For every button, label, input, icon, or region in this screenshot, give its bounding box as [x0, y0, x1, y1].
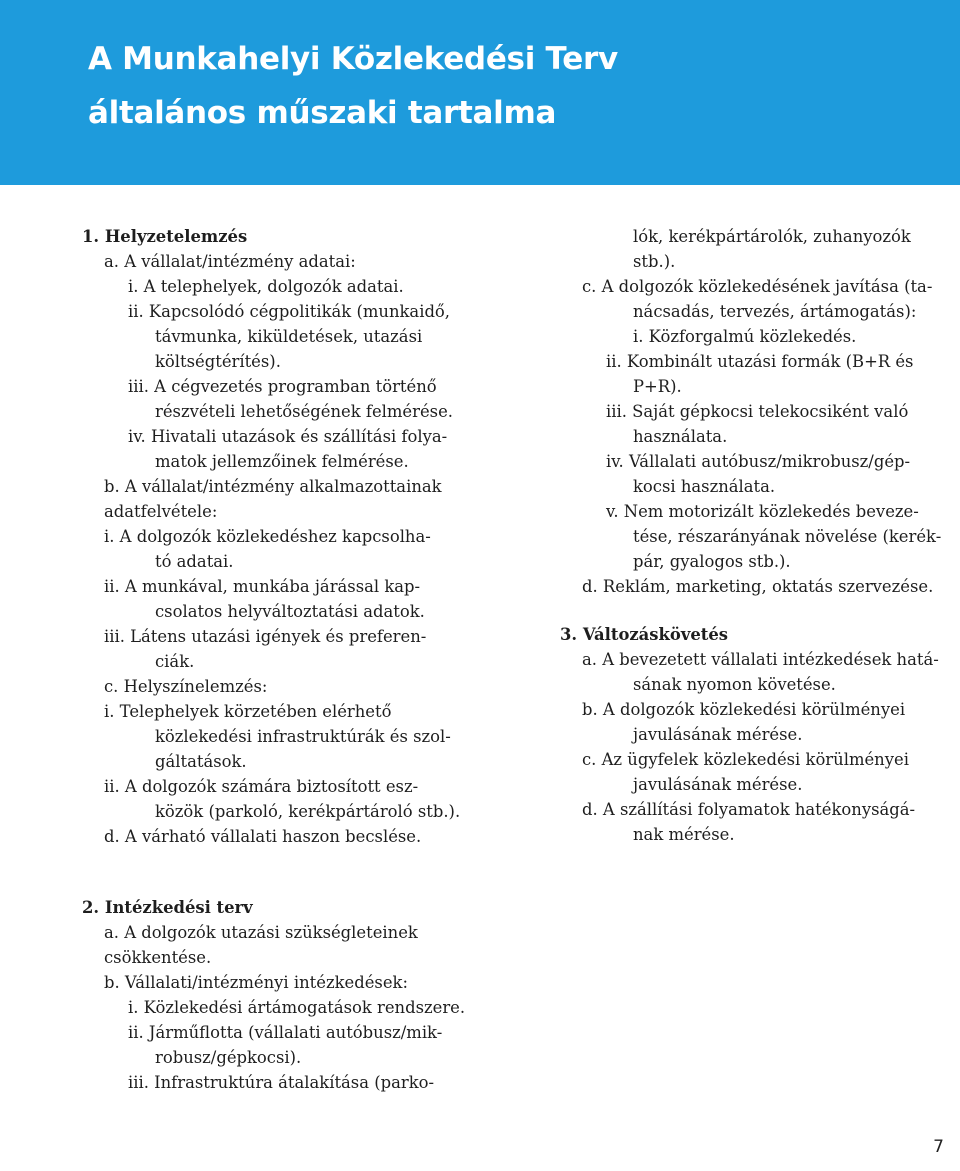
list-item: P+R).: [633, 377, 682, 396]
list-item: csolatos helyváltoztatási adatok.: [155, 602, 425, 621]
list-item: tése, részarányának növelése (kerék-: [633, 527, 942, 546]
list-item: ii. A dolgozók számára biztosított esz-: [104, 777, 419, 796]
list-item: i. Közlekedési ártámogatások rendszere.: [128, 998, 466, 1017]
list-item: kocsi használata.: [633, 477, 776, 496]
page-title: [88, 32, 618, 140]
list-item: távmunka, kiküldetések, utazási: [155, 327, 423, 346]
list-item: iii. A cégvezetés programban történő: [128, 377, 437, 396]
section-heading: 3. Változáskövetés: [560, 625, 729, 644]
list-item: a. A dolgozók utazási szükségleteinek: [104, 923, 418, 942]
page-number: 7: [933, 1137, 944, 1157]
list-item: közlekedési infrastruktúrák és szol-: [155, 727, 451, 746]
list-item: b. A dolgozók közlekedési körülményei: [582, 700, 906, 719]
right-column: [560, 224, 960, 847]
list-item: c. Az ügyfelek közlekedési körülményei: [582, 750, 909, 769]
title-line-1: A Munkahelyi Közlekedési Terv: [88, 41, 618, 77]
list-item: d. A várható vállalati haszon becslése.: [104, 827, 422, 846]
list-item: ciák.: [155, 652, 195, 671]
list-item: iv. Hivatali utazások és szállítási folya-: [128, 427, 448, 446]
list-item: iii. Infrastruktúra átalakítása (parko-: [128, 1073, 435, 1092]
list-item: közök (parkoló, kerékpártároló stb.).: [155, 802, 461, 821]
list-item: pár, gyalogos stb.).: [633, 552, 791, 571]
list-item: b. Vállalati/intézményi intézkedések:: [104, 973, 408, 992]
section-heading: 1. Helyzetelemzés: [82, 227, 248, 246]
list-item: használata.: [633, 427, 728, 446]
list-item: nak mérése.: [633, 825, 735, 844]
list-item: i. A dolgozók közlekedéshez kapcsolha-: [104, 527, 431, 546]
list-item: a. A vállalat/intézmény adatai:: [104, 252, 356, 271]
section-gap: [560, 599, 960, 622]
list-item: ii. Kombinált utazási formák (B+R és: [606, 352, 914, 371]
list-item: ii. A munkával, munkába járással kap-: [104, 577, 421, 596]
list-item: sának nyomon követése.: [633, 675, 836, 694]
list-item: stb.).: [633, 252, 676, 271]
list-item: robusz/gépkocsi).: [155, 1048, 302, 1067]
list-item: adatfelvétele:: [104, 502, 218, 521]
list-item: a. A bevezetett vállalati intézkedések hatá-: [582, 650, 939, 669]
list-item: iii. Saját gépkocsi telekocsiként való: [606, 402, 909, 421]
section-heading: 2. Intézkedési terv: [82, 898, 253, 917]
list-item: ii. Kapcsolódó cégpolitikák (munkaidő,: [128, 302, 451, 321]
list-item: v. Nem motorizált közlekedés beveze-: [606, 502, 919, 521]
title-line-2: általános műszaki tartalma: [88, 95, 557, 131]
list-item: iii. Látens utazási igények és preferen-: [104, 627, 427, 646]
list-item: iv. Vállalati autóbusz/mikrobusz/gép-: [606, 452, 911, 471]
list-item: c. A dolgozók közlekedésének javítása (ta-: [582, 277, 933, 296]
list-item: csökkentése.: [104, 948, 212, 967]
list-item: részvételi lehetőségének felmérése.: [155, 402, 453, 421]
list-item: b. A vállalat/intézmény alkalmazottainak: [104, 477, 442, 496]
title-banner: [0, 0, 960, 185]
list-item: javulásának mérése.: [633, 725, 803, 744]
list-item: d. Reklám, marketing, oktatás szervezése.: [582, 577, 934, 596]
list-item: lók, kerékpártárolók, zuhanyozók: [633, 227, 911, 246]
list-item: nácsadás, tervezés, ártámogatás):: [633, 302, 917, 321]
list-item: javulásának mérése.: [633, 775, 803, 794]
list-item: tó adatai.: [155, 552, 234, 571]
list-item: d. A szállítási folyamatok hatékonyságá-: [582, 800, 916, 819]
list-item: i. Közforgalmú közlekedés.: [633, 327, 857, 346]
list-item: i. A telephelyek, dolgozók adatai.: [128, 277, 404, 296]
left-column-section-2: [82, 895, 512, 1095]
list-item: matok jellemzőinek felmérése.: [155, 452, 409, 471]
list-item: gáltatások.: [155, 752, 247, 771]
list-item: c. Helyszínelemzés:: [104, 677, 268, 696]
list-item: i. Telephelyek körzetében elérhető: [104, 702, 392, 721]
list-item: költségtérítés).: [155, 352, 281, 371]
list-item: ii. Járműflotta (vállalati autóbusz/mik-: [128, 1023, 443, 1042]
left-column-section-1: [82, 224, 512, 849]
